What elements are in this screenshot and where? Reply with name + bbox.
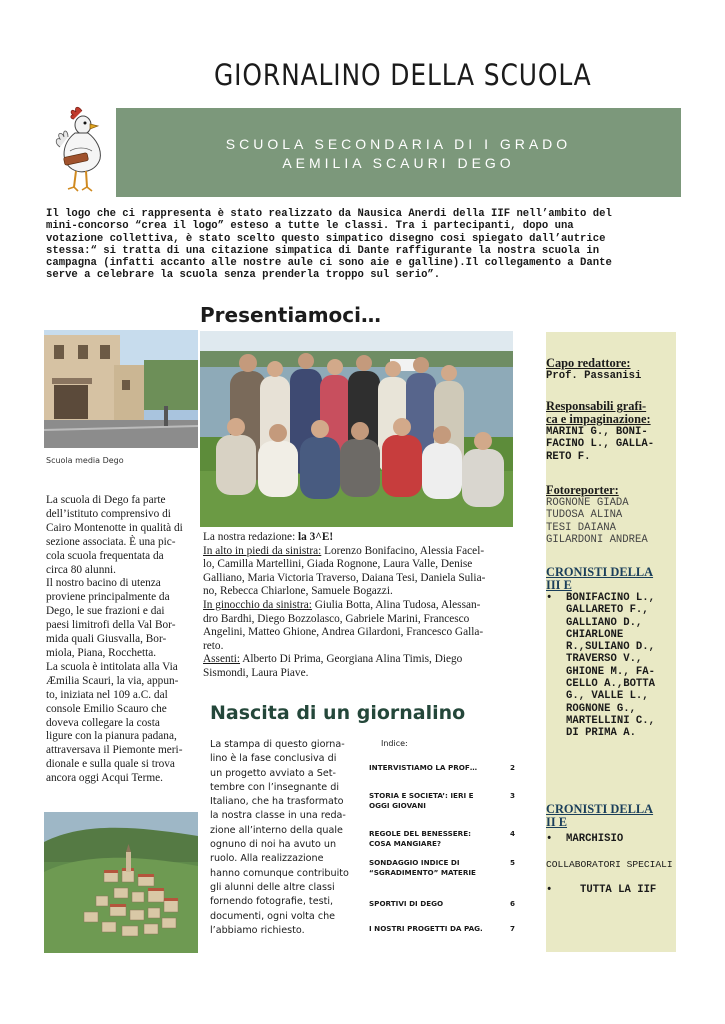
- cron3-name: CELLO A.,BOTTA: [566, 678, 656, 691]
- caption-line: Galliano, Maria Victoria Traverso, Daiana Tesi, Daniela Sulia-: [203, 571, 486, 584]
- cron3-name: R.,SULIANO D.,: [566, 641, 656, 654]
- kneeling-label: In ginocchio da sinistra:: [203, 598, 312, 611]
- text-line: Il nostro bacino di utenza: [46, 577, 161, 590]
- cron3-name: MARTELLINI C.,: [566, 714, 656, 727]
- cron2-heading-line: CRONISTI DELLA: [546, 802, 654, 816]
- text-line: lino è la fase conclusiva di: [210, 753, 337, 765]
- caption-line: dro Bardhi, Diego Bozzolasco, Gabriele Marini, Francesco: [203, 612, 470, 625]
- list-item: [546, 592, 680, 740]
- photo-caption-redazione: [203, 531, 509, 681]
- resp-name-line: RETO F.: [546, 450, 591, 463]
- text-line: La scuola è intitolata alla Via: [46, 660, 178, 673]
- text-line: doveva collegare la costa: [46, 716, 160, 729]
- intro-line: Il logo che ci rappresenta è stato realizzato da Nausica Anerdi della IIF nell’ambito del: [46, 208, 612, 220]
- school-description: [46, 494, 196, 786]
- cron3-name: DI PRIMA A.: [566, 727, 636, 740]
- text-line: documenti, ogni volta che: [210, 910, 336, 922]
- cron3-name: GALLARETO F.,: [566, 604, 649, 617]
- cron3-heading-line: III E: [546, 578, 572, 592]
- cronisti-ii-e-block: [546, 803, 680, 845]
- cron3-name: TRAVERSO V.,: [566, 653, 643, 666]
- collab-list: [546, 884, 680, 896]
- cron3-name: G., VALLE L.,: [566, 690, 649, 703]
- collaboratori-block: [546, 884, 680, 896]
- text-line: console Emilio Scauro che: [46, 702, 167, 715]
- text-line: gli alunni delle altre classi: [210, 881, 335, 893]
- class-group-photo: [200, 331, 513, 527]
- text-line: un progetto avviato a Set-: [210, 767, 336, 779]
- standing-names: Lorenzo Bonifacino, Alessia Facel-: [321, 544, 485, 557]
- fotoreporter-block: [546, 484, 680, 546]
- intro-line: campagna (infatti accanto alle nostre aule ci sono aie e galline).Il collegamento a Dante: [46, 257, 612, 270]
- cron3-name: CHIARLONE: [566, 628, 624, 641]
- text-line: La scuola di Dego fa parte: [46, 494, 166, 506]
- redazione-class: la 3^E!: [298, 531, 334, 543]
- text-line: hanno comunque contribuito: [210, 867, 349, 879]
- cron3-list: [546, 592, 680, 740]
- intro-line: serve a celebrare la scuola senza prenderla troppo sul serio”.: [46, 269, 441, 282]
- index-item[interactable]: [369, 924, 515, 934]
- section-title-presentiamoci: Presentiamoci…: [200, 303, 381, 327]
- index-item[interactable]: [369, 858, 515, 877]
- caption-line: Angelini, Matteo Ghione, Andrea Gilardoni, Francesco Galla-: [203, 626, 484, 639]
- caption-line: [203, 545, 509, 559]
- resp-name-line: MARINI G., BONI-: [546, 426, 648, 438]
- collaboratori-heading: COLLABORATORI SPECIALI: [546, 859, 673, 870]
- index-item-page: 4: [509, 829, 515, 838]
- cron2-heading-line: II E: [546, 815, 568, 829]
- index-item-page: 5: [509, 858, 515, 867]
- foto-name: TESI DAIANA: [546, 521, 616, 534]
- text-line: Æmilia Scauri, la via, appun-: [46, 674, 179, 687]
- nascita-paragraph: [210, 738, 358, 938]
- caption-line: [203, 653, 509, 667]
- capo-redattore-block: [546, 357, 680, 382]
- text-line: attraversava il Piemonte meri-: [46, 744, 183, 757]
- banner-line-1: SCUOLA SECONDARIA DI I GRADO: [225, 136, 572, 152]
- text-line: cola scuola frequentata da: [46, 549, 164, 562]
- text-line: La stampa di questo giorna-: [210, 739, 345, 750]
- text-line: circa 80 alunni.: [46, 563, 116, 576]
- school-banner: [116, 108, 681, 197]
- text-line: ognuno di noi ha avuto un: [210, 839, 337, 851]
- caption-line: [203, 599, 509, 613]
- newspaper-title: GIORNALINO DELLA SCUOLA: [214, 58, 592, 92]
- text-line: dionale e sulla quale si trova: [46, 758, 175, 771]
- cron3-heading-line: CRONISTI DELLA: [546, 565, 654, 579]
- text-line: paesi limitrofi della Val Bor-: [46, 619, 176, 632]
- text-line: miola, Piana, Rocchetta.: [46, 646, 157, 659]
- resp-heading-line: ca e impaginazione:: [546, 412, 651, 426]
- list-item: • TUTTA LA IIF: [546, 884, 680, 896]
- text-line: fornendo fotografie, testi,: [210, 896, 334, 908]
- intro-line: votazione collettiva, è stato scelto questo simpatico disegno cosi spiegato dall’autrice: [46, 232, 606, 245]
- caption-line: Sismondi, Laura Piave.: [203, 666, 309, 679]
- index-item-label: SPORTIVI DI DEGO: [369, 899, 444, 908]
- index-item-label: INTERVISTIAMO LA PROF…: [369, 763, 478, 772]
- text-line: zione all’interno della quale: [210, 824, 343, 836]
- cron3-name: ROGNONE G.,: [566, 702, 636, 715]
- text-line: ancora oggi Acqui Terme.: [46, 772, 163, 785]
- town-dego-photo: [44, 812, 198, 953]
- text-line: ligure con la pianura padana,: [46, 730, 177, 743]
- text-line: sezione associata. È una pic-: [46, 535, 176, 548]
- text-line: mida quali Giusvalla, Bor-: [46, 633, 167, 646]
- intro-line: stessa:“ si tratta di una citazione simpatica di Dante raffigurante la nostra scuola in: [46, 244, 600, 257]
- section-title-nascita: Nascita di un giornalino: [210, 702, 466, 724]
- school-building-photo: [44, 330, 198, 448]
- index-item-label: STORIA E SOCIETA’: IERI E OGGI GIOVANI: [369, 791, 474, 810]
- resp-name-line: FACINO L., GALLA-: [546, 438, 655, 451]
- index-item-page: 6: [509, 899, 515, 908]
- index-item-label: I NOSTRI PROGETTI DA PAG.: [369, 924, 483, 933]
- index-item[interactable]: [369, 829, 515, 848]
- index-item-label: REGOLE DEL BENESSERE: COSA MANGIARE?: [369, 829, 471, 848]
- banner-line-2: AEMILIA SCAURI DEGO: [282, 155, 515, 171]
- absent-label: Assenti:: [203, 653, 241, 666]
- index-item-page: 2: [509, 763, 515, 772]
- cron2-list: [546, 833, 680, 845]
- text-line: la nostra classe in una reda-: [210, 810, 346, 822]
- text-line: to, iniziata nel 109 a.C. dal: [46, 688, 168, 701]
- index-item[interactable]: [369, 791, 515, 810]
- cron3-name: GALLIANO D.,: [566, 616, 643, 629]
- index-item-page: 7: [509, 924, 515, 933]
- text-line: proviene principalmente da: [46, 591, 170, 604]
- caption-line: [203, 531, 509, 545]
- index-label: Indice:: [381, 739, 408, 748]
- capo-heading: Capo redattore:: [546, 356, 631, 370]
- caption-line: no, Rebecca Chiarlone, Samuele Bogazzi.: [203, 585, 393, 598]
- foto-name: GILARDONI ANDREA: [546, 533, 648, 546]
- caption-line: lo, Camilla Martellini, Giada Rognone, Laura Valle, Denise: [203, 558, 473, 571]
- text-line: Italiano, che ha trasformato: [210, 796, 344, 808]
- absent-names: Alberto Di Prima, Georgiana Alina Timis, Diego: [240, 653, 463, 666]
- caption-line: reto.: [203, 639, 224, 652]
- foto-heading: Fotoreporter:: [546, 483, 619, 497]
- text-line: l’abbiamo richiesto.: [210, 924, 305, 936]
- cron3-name: BONIFACINO L.,: [566, 592, 656, 604]
- foto-name: TUDOSA ALINA: [546, 509, 623, 522]
- foto-name: ROGNONE GIADA: [546, 497, 629, 509]
- school-photo-caption: Scuola media Dego: [46, 456, 124, 465]
- text-line: Dego, le sue frazioni e dai: [46, 605, 165, 618]
- capo-name: Prof. Passanisi: [546, 370, 642, 382]
- index-item-page: 3: [509, 791, 515, 800]
- index-item[interactable]: [369, 899, 515, 909]
- intro-line: mini-concorso “crea il logo” esteso a tutte le classi. Tra i partecipanti, dopo una: [46, 220, 574, 233]
- logo-intro-paragraph: [46, 208, 686, 282]
- cronisti-iii-e-block: [546, 566, 680, 740]
- standing-label: In alto in piedi da sinistra:: [203, 544, 322, 557]
- text-line: dell’istituto comprensivo di: [46, 507, 171, 520]
- responsabili-block: [546, 400, 680, 463]
- index-item[interactable]: [369, 763, 515, 773]
- text-line: ruolo. Alla realizzazione: [210, 853, 324, 865]
- index-item-label: SONDAGGIO INDICE DI “SGRADIMENTO” MATERIE: [369, 858, 476, 877]
- text-line: Cairo Montenotte in qualità di: [46, 521, 183, 534]
- rooster-logo-icon: [52, 103, 114, 199]
- kneeling-names: Giulia Botta, Alina Tudosa, Alessan-: [311, 598, 481, 611]
- redazione-intro: La nostra redazione:: [203, 531, 299, 543]
- resp-heading-line: Responsabili grafi-: [546, 399, 647, 413]
- text-line: tembre con l’insegnante di: [210, 781, 340, 793]
- cron3-name: GHIONE M., FA-: [566, 665, 656, 678]
- list-item: • MARCHISIO: [546, 833, 680, 845]
